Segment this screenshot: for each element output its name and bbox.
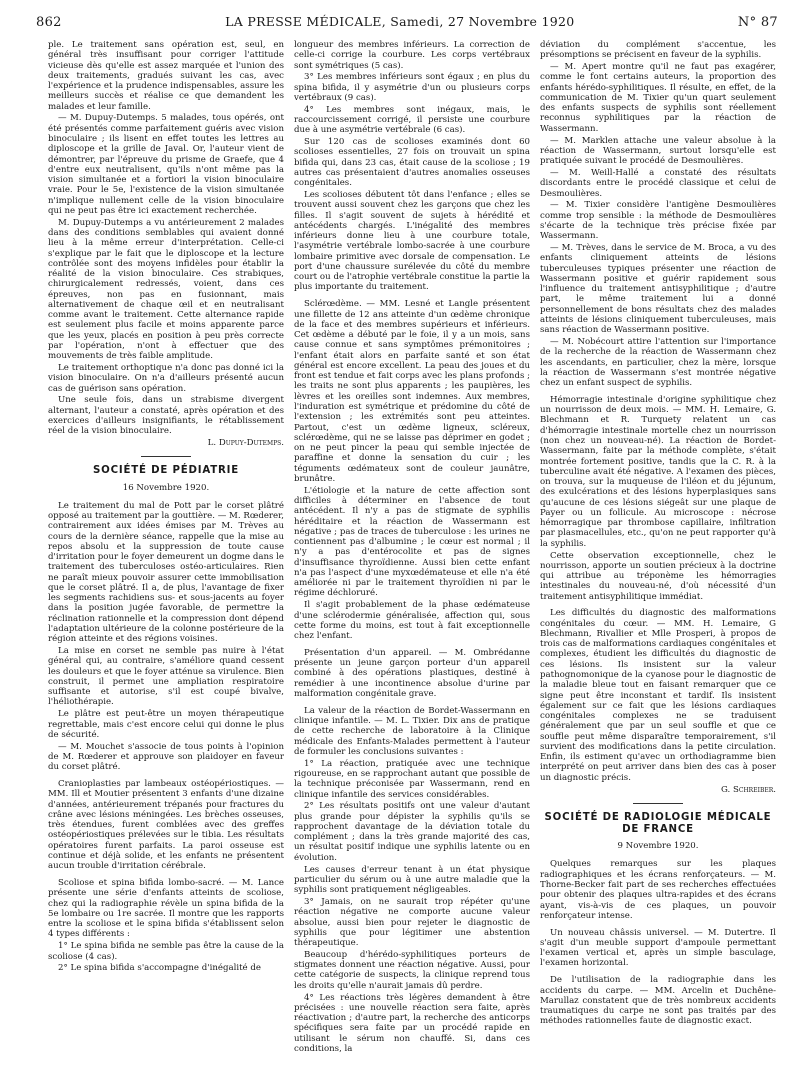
paragraph: La mise en corset ne semble pas nuire à l'état général qui, au contraire, s'améliore quand cessent les douleurs et que le foyer atténue sa virulence. Bien construit, il permet une ampliation respiratoire suffisante et autorise, s'il est coupé bivalve, l'héliothérapie. — [48, 646, 284, 708]
paragraph: Les scolioses débutent tôt dans l'enfance ; elles se trouvent aussi souvent chez les garçons que chez les filles. Il s'agit souvent de sujets à hérédité et antécédents chargés. L'inégalité des membres inférieurs donne lieu à une courbure totale, l'asymétrie vertébrale lombo-sacrée à une courbure lombaire primitive avec dorsale de compensation. Le port d'une chaussure surélevée du côté du membre court ou de l'atrophie vertébrale constitue la partie la plus importante du traitement. — [294, 190, 530, 293]
paragraph: Cette observation exceptionnelle, chez le nourrisson, apporte un soutien précieux à la doctrine qui attribue au tréponème les hémorragies intestinales du nouveau-né, d'où nécessité d'un traitement antisyphilitique immédiat. — [540, 550, 776, 602]
paragraph: — M. Nobécourt attire l'attention sur l'importance de la recherche de la réaction de Wassermann chez les ascendants, en particulier, chez la mère, lorsque la réaction de Wassermann s'est montrée négative chez un enfant suspect de syphilis. — [540, 337, 776, 389]
paragraph: Cranioplasties par lambeaux ostéopériostiques. — MM. Ill et Moutier présentent 3 enfants d'une dizaine d'années, antérieurement trépanés pour fractures du crâne avec lésions méningées. Les brèches osseuses, très étendues, furent comblées avec des greffes ostéopériostiques prélevées sur le tibia. Les résultats opératoires furent parfaits. La paroi osseuse est continue et déjà solide, et les enfants ne présentent aucun trouble d'irritation cérébrale. — [48, 779, 284, 872]
paragraph: L'étiologie et la nature de cette affection sont difficiles à déterminer en l'absence de tout antécédent. Il n'y a pas de stigmate de syphilis héréditaire et la réaction de Wassermann est négative ; pas de traces de tuberculose : les urines ne contiennent pas d'albumine ; le cœur est normal ; il n'y a pas d'entérocolite et pas de signes d'insuffisance thyroïdienne. Aussi bien cette enfant n'a pas l'aspect d'une myxœdémateuse et elle n'a été améliorée ni par le traitement thyroïdien ni par le régime déchloruré. — [294, 485, 530, 599]
paragraph: 4° Les membres sont inégaux, mais, le raccourcissement corrigé, il persiste une courbure due à une asymétrie vertébrale (6 cas). — [294, 104, 530, 136]
paragraph: 1° Le spina bifida ne semble pas être la cause de la scoliose (4 cas). — [48, 941, 284, 962]
paragraph: La valeur de la réaction de Bordet-Wassermann en clinique infantile. — M. L. Tixier. Dix ans de pratique de cette recherche de laboratoire à la Clinique médicale des Enfants-Malades permettent à l'auteur de formuler les conclusions suivantes : — [294, 705, 530, 757]
paragraph: Le traitement du mal de Pott par le corset plâtré opposé au traitement par la gouttière. — M. Rœderer, contrairement aux idées émises par M. Trèves au cours de la dernière séance, rappelle que la mise au repos absolu et la suppression de toute cause d'irritation pour le foyer demeurent un dogme dans le traitement des tuberculoses ostéo-articulaires. Rien ne paraît mieux pouvoir assurer cette immobilisation que le corset plâtré. Il a, de plus, l'avantage de fixer les segments rachidiens sus- et sous-jacents au foyer dans la position jugée favorable, de permettre la réclination rationnelle et la compression dont dépend l'adaptation ultérieure de la colonne postérieure de la région atteinte et des régions voisines. — [48, 500, 284, 645]
paragraph: Le traitement orthoptique n'a donc pas donné ici la vision binoculaire. On n'a d'ailleurs présenté aucun cas de guérison sans opération. — [48, 363, 284, 394]
paragraph: longueur des membres inférieurs. La correction de celle-ci corrige la courbure. Les corps vertébraux sont symétriques (5 cas). — [294, 40, 530, 71]
paragraph: Présentation d'un appareil. — M. Ombrédanne présente un jeune garçon porteur d'un appareil combiné à des opérations plastiques, destiné à remédier à une incontinence absolue d'urine par malformation congénitale grave. — [294, 647, 530, 699]
paragraph: — M. Apert montre qu'il ne faut pas exagérer, comme le font certains auteurs, la proportion des enfants hérédo-syphilitiques. Il résulte, en effet, de la communication de M. Tixier qu'un quart seulement des enfants suspects de syphilis sont réellement reconnus syphilitiques par la réaction de Wassermann. — [540, 62, 776, 134]
paragraph: — M. Tixier considère l'antigène Desmoulières comme trop sensible : la méthode de Desmoulières s'écarte de la technique très précise fixée par Wassermann. — [540, 200, 776, 242]
paragraph: Il s'agit probablement de la phase œdémateuse d'une sclérodermie généralisée, affection qui, sous cette forme du moins, est tout à fait exceptionnelle chez l'enfant. — [294, 600, 530, 642]
section-date: 9 Novembre 1920. — [617, 841, 699, 852]
paragraph: Les causes d'erreur tenant à un état physique particulier du sérum ou à une autre maladie que la syphilis sont pratiquement négligeables. — [294, 864, 530, 896]
paragraph: Scoliose et spina bifida lombo-sacré. — M. Lance présente une série d'enfants atteints de scoliose, chez qui la radiographie révèle un spina bifida de la 5e lombaire ou 1re sacrée. Il montre que les rapports entre la scoliose et le spina bifida s'établissent selon 4 types différents : — [48, 878, 284, 940]
page-header — [36, 14, 778, 36]
divider — [633, 803, 683, 804]
section-date: 16 Novembre 1920. — [122, 482, 210, 493]
paragraph: 3° Jamais, on ne saurait trop répéter qu'une réaction négative ne comporte aucune valeur absolue, aussi bien pour rejeter le diagnostic de syphilis que pour légitimer une abstention thérapeutique. — [294, 896, 530, 949]
divider — [141, 456, 191, 457]
paragraph: 1° La réaction, pratiquée avec une technique rigoureuse, en se rapprochant autant que possible de la technique préconisée par Wassermann, rend en clinique infantile des services considérables. — [294, 758, 530, 800]
paragraph: — M. Mouchet s'associe de tous points à l'opinion de M. Rœderer et approuve son plaidoyer en faveur du corset plâtré. — [48, 741, 284, 773]
section-heading: SOCIÉTÉ DE RADIOLOGIE MÉDICALE DE FRANCE — [544, 811, 772, 835]
paragraph: ple. Le traitement sans opération est, seul, en général très insuffisant pour corriger l'attitude vicieuse dès qu'elle est assez marquée et l'union des deux traitements, gradués suivant les cas, avec l'expérience et la prudence indispensables, assure les meilleurs succès et réalise ce que demandent les malades et leur famille. — [48, 40, 284, 112]
page-number: 862 — [36, 15, 62, 30]
issue-number: N° 87 — [737, 15, 778, 30]
paragraph: Le plâtre est peut-être un moyen thérapeutique regrettable, mais c'est encore celui qui donne le plus de sécurité. — [48, 709, 284, 740]
journal-title: LA PRESSE MÉDICALE, Samedi, 27 Novembre 1920 — [225, 14, 575, 29]
paragraph: Sclérœdème. — MM. Lesné et Langle présentent une fillette de 12 ans atteinte d'un œdème chronique de la face et des membres supérieurs et inférieurs. Cet œdème a débuté par le foie, il y a un mois, sans cause connue et sans symptômes prémonitoires ; l'enfant était alors en parfaite santé et son état général est encore excellent. La peau des joues et du front est tendue et fait corps avec les plans profonds ; les traits ne sont plus apparents ; les paupières, les lèvres et les oreilles sont indemnes. Aux membres, l'induration est symétrique et prédomine du côté de l'extension ; les extrémités sont peu atteintes. Partout, c'est un œdème ligneux, scléreux, sclérœdème, qui ne se laisse pas déprimer en godet ; on ne peut pincer la peau qui semble injectée de paraffine et donne la sensation du cuir ; les téguments œdémateux sont de couleur jaunâtre, brunâtre. — [294, 299, 530, 484]
paragraph: 2° Le spina bifida s'accompagne d'inégalité de — [58, 963, 261, 974]
paragraph: — M. Marklen attache une valeur absolue à la réaction de Wassermann, surtout lorsqu'elle est pratiquée suivant le procédé de Desmoulières. — [540, 135, 776, 167]
paragraph: Sur 120 cas de scolioses examinés dont 60 scolioses essentielles, 27 fois on trouvait un spina bifida qui, dans 23 cas, était cause de la scoliose ; 19 autres cas présentaient d'autres anomalies osseuses congénitales. — [294, 137, 530, 189]
article-columns — [48, 40, 776, 1076]
paragraph: Hémorragie intestinale d'origine syphilitique chez un nourrisson de deux mois. — MM. H. Lemaire, G. Blechmann et R. Turquety relatent un cas d'hémorragie intestinale mortelle chez un nourrisson (non chez un nouveau-né). La réaction de Bordet-Wassermann, faite par la méthode complète, s'était montrée fortement positive, tandis que la C. R. à la tuberculine avait été négative. A l'examen des pièces, on trouva, sur la muqueuse de l'iléon et du jéjunum, des exulcérations et des lésions hyperplasiques sans qu'aucune de ces lésions siégeât sur une plaque de Payer ou un follicule. Au microscope : nécrose hémorragique par thrombose capillaire, infiltration par plasmacellules, etc., qu'on ne peut rapporter qu'à la syphilis. — [540, 394, 776, 549]
signature: G. Schreiber. — [720, 784, 776, 795]
column-3 — [540, 40, 776, 1076]
paragraph: — M. Trèves, dans le service de M. Broca, a vu des enfants cliniquement atteints de lésions tuberculeuses typiques présenter une réaction de Wassermann positive et guérir rapidement sous l'influence du traitement antisyphilitique ; d'autre part, le même traitement lui a donné personnellement de bons résultats chez des malades atteints de lésions cliniquement tuberculeuses, mais sans réaction de Wassermann positive. — [540, 243, 776, 336]
paragraph: — M. Dupuy-Dutemps. 5 malades, tous opérés, ont été présentés comme parfaitement guéris avec vision binoculaire ; ils lisent en effet toutes les lettres au diploscope et la grille de Javal. Or, l'auteur vient de démontrer, par l'épreuve du prisme de Graefe, que 4 d'entre eux neutralisent, qu'ils n'ont même pas la vision simultanée et a fortiori la vision binoculaire vraie. Pour le 5e, l'existence de la vision simultanée n'implique nullement celle de la vision binoculaire qui ne peut pas être ici exactement recherchée. — [48, 113, 284, 216]
paragraph: Beaucoup d'hérédo-syphilitiques porteurs de stigmates donnent une réaction négative. Aussi, pour cette catégorie de suspects, la clinique reprend tous les droits qu'elle n'aurait jamais dû perdre. — [294, 949, 530, 991]
paragraph: Une seule fois, dans un strabisme divergent alternant, l'auteur a constaté, après opération et des exercices d'ailleurs insignifiants, le rétablissement réel de la vision binoculaire. — [48, 395, 284, 437]
paragraph: M. Dupuy-Dutemps a vu antérieurement 2 malades dans des conditions semblables qui avaient donné lieu à la même erreur d'interprétation. Celle-ci s'explique par le fait que le diploscope et la lecture contrôlée sont des moyens infidèles pour établir la réalité de la vision binoculaire. Ces strabiques, chirurgicalement redressés, voient, dans ces épreuves, non pas en fusionnant, mais alternativement de chaque œil et en neutralisant comme avant le traitement. Cette alternance rapide est seulement plus facile et moins apparente parce que les yeux, placés en position à peu près correcte par l'opération, n'ont à effectuer que des mouvements de très faible amplitude. — [48, 217, 284, 362]
column-1 — [48, 40, 284, 1076]
paragraph: 3° Les membres inférieurs sont égaux ; en plus du spina bifida, il y asymétrie d'un ou plusieurs corps vertébraux (9 cas). — [294, 72, 530, 103]
paragraph: De l'utilisation de la radiographie dans les accidents du carpe. — MM. Arcelin et Duchêne-Marullaz constatent que de très nombreux accidents traumatiques du carpe ne sont pas traités par des méthodes rationnelles faute de diagnostic exact. — [540, 975, 776, 1027]
paragraph: 4° Les réactions très légères demandent à être précisées : une nouvelle réaction sera faite, après réactivation ; d'autre part, la recherche des anticorps spécifiques sera faite par un procédé rapide en utilisant le sérum non chauffé. Si, dans ces conditions, la — [294, 992, 530, 1054]
paragraph: déviation du complément s'accentue, les présomptions se précisent en faveur de la syphilis. — [540, 40, 776, 61]
paragraph: Un nouveau châssis universel. — M. Dutertre. Il s'agit d'un meuble support d'ampoule permettant l'examen vertical et, après un simple basculage, l'examen horizontal. — [540, 927, 776, 969]
signature: L. Dupuy-Dutemps. — [207, 438, 284, 449]
paragraph: Les difficultés du diagnostic des malformations congénitales du cœur. — MM. H. Lemaire, G Blechmann, Rivallier et Mlle Prosperi, à propos de trois cas de malformations cardiaques congénitales et complexes, étudient les difficultés du diagnostic de ces lésions. Ils insistent sur la valeur pathognomonique de la cyanose pour le diagnostic de la maladie bleue tout en faisant remarquer que ce signe peut être inconstant et tardif. Ils insistent également sur ce fait que les lésions cardiaques congénitales complexes ne se traduisent généralement que par un seul souffle et que ce souffle peut même disparaître temporairement, s'il survient des modifications dans la petite circulation. Enfin, ils estiment qu'avec un orthodiagramme bien interprété on peut arriver dans bien des cas à poser un diagnostic précis. — [540, 608, 776, 783]
paragraph: 2° Les résultats positifs ont une valeur d'autant plus grande pour dépister la syphilis qu'ils se rapprochent davantage de la déviation totale du complément ; dans la très grande majorité des cas, un résultat positif indique une syphilis latente ou en évolution. — [294, 801, 530, 863]
paragraph: — M. Weill-Hallé a constaté des résultats discordants entre le procédé classique et celui de Desmoulières. — [540, 167, 776, 199]
column-2 — [294, 40, 530, 1076]
section-heading: SOCIÉTÉ DE PÉDIATRIE — [93, 465, 239, 477]
paragraph: Quelques remarques sur les plaques radiographiques et les écrans renforçateurs. — M. Thorne-Becker fait part de ses recherches effectuées pour obtenir des plaques ultra-rapides et des écrans ayant, vis-à-vis de ces plaques, un pouvoir renforçateur intense. — [540, 859, 776, 921]
